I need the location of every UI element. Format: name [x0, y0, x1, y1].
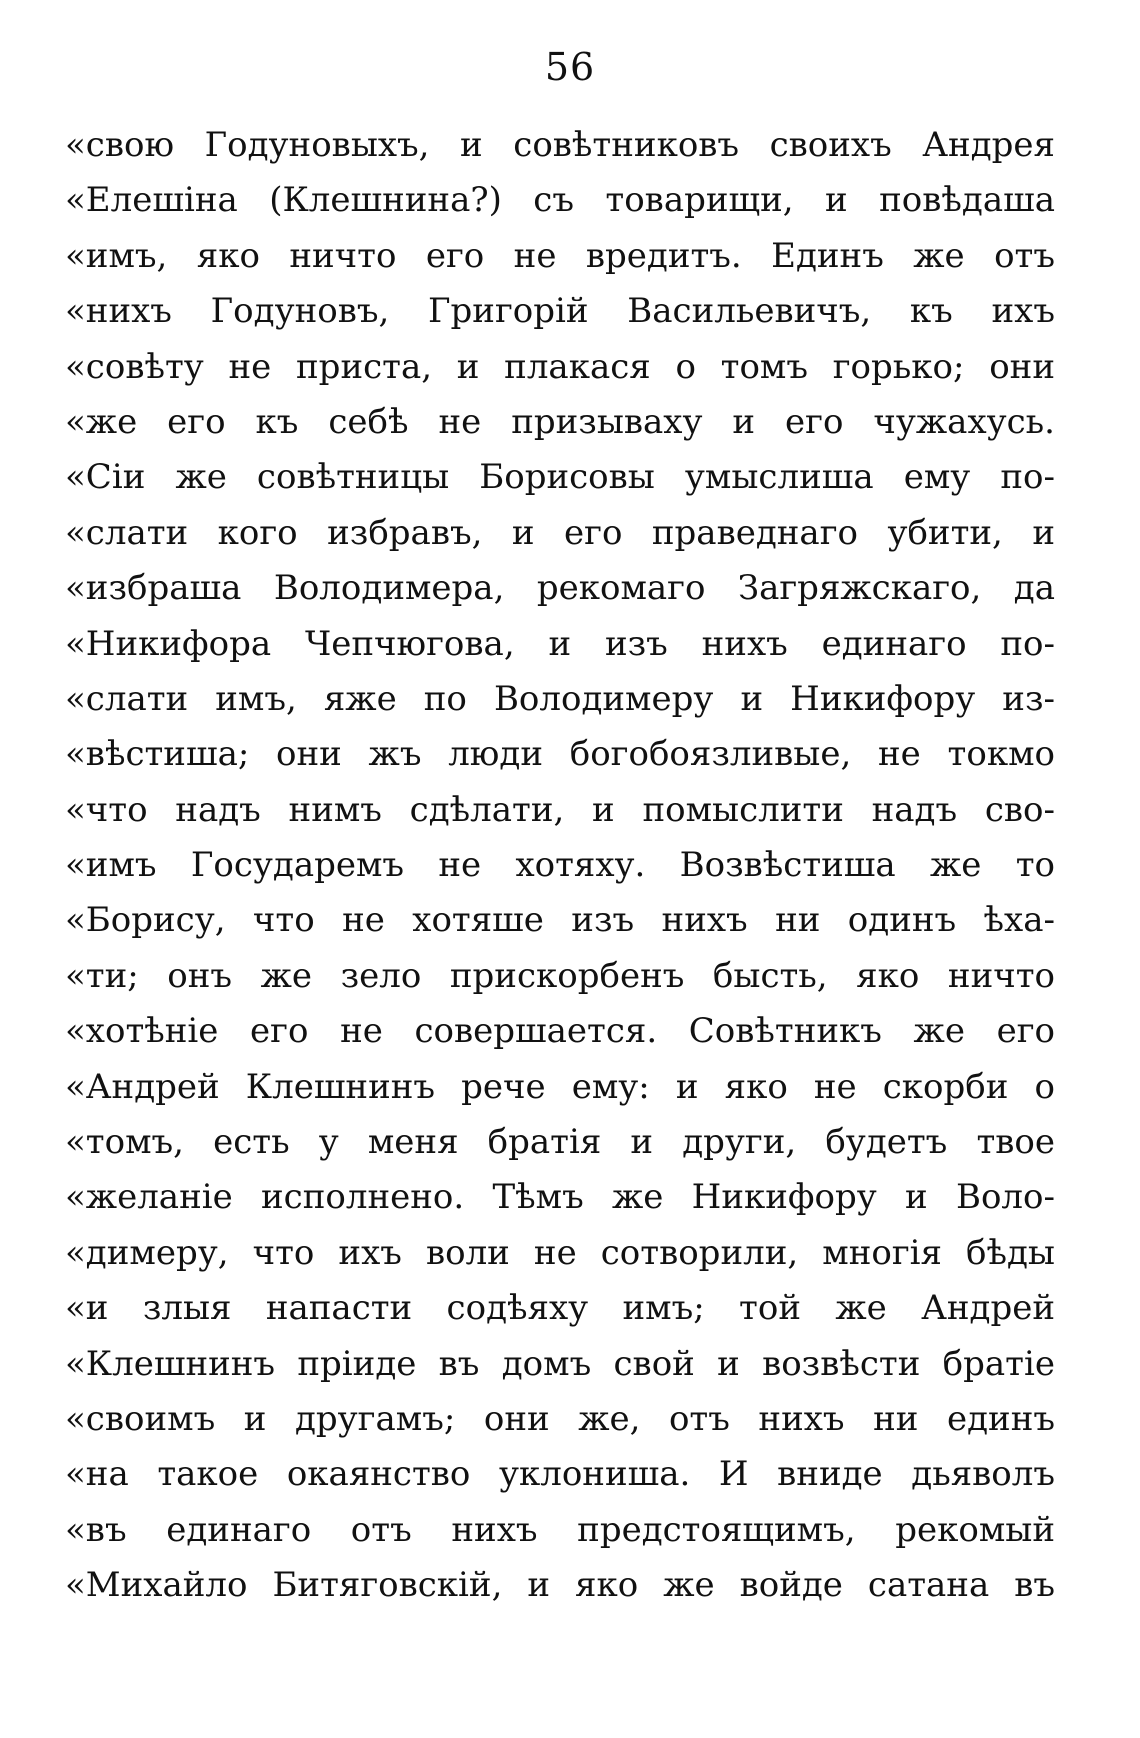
text-line: «ти; онъ же зело прискорбенъ бысть, яко ничто — [65, 955, 1055, 996]
page-number: 56 — [544, 45, 596, 89]
text-line: «слати кого избравъ, и его праведнаго убити, и — [65, 512, 1055, 553]
text-line: «Елешіна (Клешнина?) съ товарищи, и повѣдаша — [65, 180, 1055, 221]
text-line: «имъ, яко ничто его не вредитъ. Единъ же отъ — [65, 235, 1055, 276]
text-line: «Андрей Клешнинъ рече ему: и яко не скорби о — [65, 1066, 1055, 1107]
text-line: «имъ Государемъ не хотяху. Возвѣстиша же то — [65, 845, 1055, 886]
text-line: «избраша Володимера, рекомаго Загряжскаго, да — [65, 568, 1055, 609]
text-line: «Сіи же совѣтницы Борисовы умыслиша ему по- — [65, 457, 1055, 498]
text-line: «Борису, что не хотяше изъ нихъ ни одинъ ѣха- — [65, 900, 1055, 941]
text-line: «Клешнинъ пріиде въ домъ свой и возвѣсти братіе — [65, 1343, 1055, 1384]
text-line: «димеру, что ихъ воли не сотворили, многія бѣды — [65, 1232, 1055, 1273]
text-line: «хотѣніе его не совершается. Совѣтникъ же его — [65, 1011, 1055, 1052]
text-line: «на такое окаянство уклониша. И вниде дьяволъ — [65, 1454, 1055, 1495]
text-line: «и злыя напасти содѣяху имъ; той же Андрей — [65, 1288, 1055, 1329]
text-line: «что надъ нимъ сдѣлати, и помыслити надъ сво- — [65, 789, 1055, 830]
text-line: «своимъ и другамъ; они же, отъ нихъ ни единъ — [65, 1398, 1055, 1439]
text-line: «вѣстиша; они жъ люди богобоязливые, не токмо — [65, 734, 1055, 775]
text-line: «слати имъ, яже по Володимеру и Никифору из- — [65, 678, 1055, 719]
text-line: «свою Годуновыхъ, и совѣтниковъ своихъ Андрея — [65, 125, 1055, 165]
text-line: «Никифора Чепчюгова, и изъ нихъ единаго по- — [65, 623, 1055, 664]
text-line: «совѣту не приста, и плакася о томъ горько; они — [65, 346, 1055, 387]
text-line: «нихъ Годуновъ, Григорій Васильевичъ, къ ихъ — [65, 291, 1055, 332]
text-line: «томъ, есть у меня братія и други, будетъ твое — [65, 1122, 1055, 1163]
text-line: «въ единаго отъ нихъ предстоящимъ, рекомый — [65, 1509, 1055, 1550]
text-line: «Михайло Битяговскій, и яко же войде сатана въ — [65, 1565, 1055, 1606]
text-line: «же его къ себѣ не призываху и его чужахусь. — [65, 401, 1055, 442]
text-body — [65, 118, 1055, 1614]
text-line: «желаніе исполнено. Тѣмъ же Никифору и Воло- — [65, 1177, 1055, 1218]
